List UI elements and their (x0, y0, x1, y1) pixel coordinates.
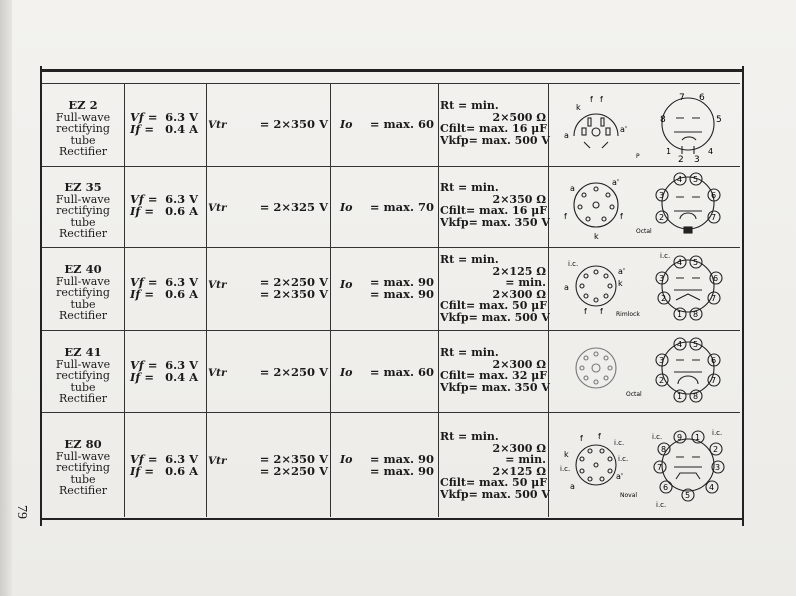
pin-number: 8 (661, 445, 667, 454)
tube-name-cell (42, 413, 125, 517)
pin-label: a (564, 131, 569, 140)
vtr-value: = 2×350 V (259, 117, 328, 131)
tube-type: EZ 40 (64, 262, 102, 276)
tube-type: EZ 35 (64, 180, 102, 194)
tube-name-cell (42, 84, 125, 166)
vtr-cell (206, 248, 331, 330)
if-value: 0.4 A (165, 370, 198, 384)
pin-label: a' (618, 267, 626, 276)
tube-symbol (662, 177, 717, 229)
pin-number: 8 (660, 115, 666, 125)
rt-line: Cfilt= max. 32 μF (440, 369, 548, 383)
pin-label: i.c. (652, 433, 663, 441)
if-label: If = (130, 204, 154, 218)
rt-line: Rt = min. (440, 253, 499, 266)
io-cell (330, 84, 439, 166)
heater-cell (124, 84, 207, 166)
pin-label: i.c. (660, 252, 671, 260)
pin-number: 1 (677, 392, 683, 401)
vtr-cell (206, 84, 331, 166)
pin-label: i.c. (618, 455, 629, 463)
pin-number: 3 (659, 356, 665, 365)
base-outline (576, 445, 616, 485)
pin-number: 6 (663, 483, 669, 492)
base-label: Noval (620, 492, 638, 499)
rt-cell (438, 248, 549, 330)
pin-label: i.c. (712, 429, 723, 437)
tube-desc-2: rectifying tube (56, 204, 110, 229)
pin-number: 7 (711, 376, 717, 385)
pin-number: 3 (694, 155, 700, 162)
vf-value: 6.3 V (165, 452, 198, 466)
pin-number: 2 (713, 445, 719, 454)
pin-number: 2 (659, 213, 665, 222)
rt-line: Rt = min. (440, 181, 499, 194)
tube-desc-3: Rectifier (59, 227, 107, 240)
tube-desc-2: rectifying tube (56, 369, 110, 394)
heater-cell (124, 413, 207, 517)
rt-line: 2×125 Ω (492, 464, 546, 478)
tube-symbol (662, 260, 717, 312)
vf-label: Vf = (130, 110, 158, 124)
pin-number: 6 (711, 356, 717, 365)
pin-label: k (618, 279, 623, 288)
pin-number: 4 (677, 175, 683, 184)
base-diagram-ez35 (556, 169, 736, 243)
rt-line: Rt = min. (440, 430, 499, 443)
pin-label: a (570, 184, 575, 193)
vf-value: 6.3 V (165, 110, 198, 124)
pin-number: 7 (711, 213, 717, 222)
tube-desc-1: Full-wave (55, 192, 111, 206)
io-cell (330, 331, 439, 412)
page-number: 79 (14, 505, 29, 519)
pin-label: a' (620, 125, 628, 134)
base-diagram-cell (548, 84, 740, 166)
if-label: If = (130, 122, 154, 136)
tube-type: EZ 2 (68, 98, 98, 112)
rt-cell (438, 166, 549, 247)
pin-number: 2 (659, 376, 665, 385)
base-diagram-ez41 (556, 334, 736, 408)
table-row-ez35 (42, 166, 740, 248)
rt-line: 2×300 Ω (492, 287, 546, 301)
pin-number: 6 (699, 93, 705, 103)
rt-line: 2×125 Ω (492, 264, 546, 278)
base-diagram-cell (548, 166, 740, 247)
table-top-rule (40, 69, 742, 72)
pin-label: f (590, 95, 593, 104)
tube-symbol (662, 98, 714, 150)
io-value: = max. 60 (369, 117, 434, 131)
rt-cell (438, 84, 549, 166)
rt-line: Vkfp= max. 500 V (440, 487, 550, 501)
pin-label: k (576, 103, 581, 112)
base-outline (576, 266, 616, 306)
vtr-label: Vtr (208, 455, 227, 467)
pin-number: 6 (713, 274, 719, 283)
base-diagram-cell (548, 331, 740, 412)
rt-line: = min. (505, 276, 546, 290)
base-diagram-ez80 (556, 427, 736, 511)
vf-label: Vf = (130, 192, 158, 206)
pin-number: 5 (693, 175, 699, 184)
base-label: Octal (626, 391, 642, 398)
pin-number: 4 (677, 258, 683, 267)
pin-label: f (564, 212, 567, 221)
io-value: = max. 90 (369, 452, 434, 466)
io-value: = max. 90 (369, 464, 434, 478)
pin-label: f (600, 95, 603, 104)
tube-name-cell (42, 166, 125, 247)
io-value: = max. 70 (369, 200, 434, 214)
tube-desc-3: Rectifier (59, 484, 107, 497)
base-label: Octal (636, 228, 652, 235)
vtr-value: = 2×250 V (259, 464, 328, 478)
rt-line: 2×300 Ω (492, 357, 546, 371)
tube-desc-1: Full-wave (55, 110, 111, 124)
tube-type: EZ 41 (64, 345, 102, 359)
pin-number: 5 (716, 115, 722, 125)
if-value: 0.4 A (165, 122, 198, 136)
vtr-cell (206, 413, 331, 517)
rt-line: Rt = min. (440, 99, 499, 112)
pin-label: f (584, 307, 587, 316)
if-value: 0.6 A (165, 287, 198, 301)
pin-number: 3 (659, 191, 665, 200)
vtr-cell (206, 166, 331, 247)
pin-label: a (564, 283, 569, 292)
vf-label: Vf = (130, 275, 158, 289)
base-outline (574, 114, 618, 136)
table-row-ez80 (42, 413, 740, 517)
rt-line: Cfilt= max. 50 μF (440, 299, 548, 313)
io-label: Io (340, 118, 353, 131)
tube-desc-3: Rectifier (59, 309, 107, 322)
page-fold (0, 0, 12, 596)
pin-number: 1 (666, 147, 672, 156)
io-label: Io (340, 278, 353, 291)
if-label: If = (130, 370, 154, 384)
io-value: = max. 60 (369, 365, 434, 379)
pin-number: 6 (711, 191, 717, 200)
rt-line: Cfilt= max. 16 μF (440, 204, 548, 218)
vf-label: Vf = (130, 358, 158, 372)
vf-value: 6.3 V (165, 275, 198, 289)
rt-line: Vkfp= max. 350 V (440, 215, 550, 229)
pin-number: 4 (708, 147, 714, 156)
tube-desc-2: rectifying tube (56, 122, 110, 147)
pin-number: 8 (693, 310, 699, 319)
vf-value: 6.3 V (165, 358, 198, 372)
vf-label: Vf = (130, 452, 158, 466)
rt-line: Cfilt= max. 16 μF (440, 122, 548, 136)
tube-type: EZ 80 (64, 437, 102, 451)
table-row-ez40 (42, 248, 740, 331)
pin-label: i.c. (614, 439, 625, 447)
if-value: 0.6 A (165, 204, 198, 218)
pin-number: 2 (678, 155, 684, 162)
vtr-value: = 2×250 V (259, 365, 328, 379)
rt-line: Vkfp= max. 350 V (440, 380, 550, 394)
vtr-value: = 2×350 V (259, 452, 328, 466)
pin-number: 4 (677, 340, 683, 349)
pin-label: f (600, 307, 603, 316)
pin-label: k (594, 232, 599, 241)
pin-number: 7 (711, 294, 717, 303)
rt-line: 2×350 Ω (492, 192, 546, 206)
pin-label: f (580, 434, 583, 443)
pin-label: i.c. (656, 501, 667, 509)
base-diagram-ez40 (556, 252, 736, 326)
tube-desc-2: rectifying tube (56, 461, 110, 486)
rt-line: 2×500 Ω (492, 110, 546, 124)
base-diagram-ez2 (556, 88, 736, 162)
table-row-ez41 (42, 331, 740, 413)
heater-cell (124, 166, 207, 247)
pin-number: 1 (677, 310, 683, 319)
tube-symbol (662, 342, 717, 394)
pin-number: 8 (693, 392, 699, 401)
rt-line: 2×300 Ω (492, 441, 546, 455)
vtr-value: = 2×250 V (259, 275, 328, 289)
io-cell (330, 413, 439, 517)
rt-line: Cfilt= max. 50 μF (440, 476, 548, 490)
pin-label: f (598, 432, 601, 441)
pin-number: 7 (657, 463, 663, 472)
io-cell (330, 166, 439, 247)
vtr-value: = 2×325 V (259, 200, 328, 214)
pin-number: 4 (709, 483, 715, 492)
io-label: Io (340, 453, 353, 466)
table-row-ez2 (42, 83, 740, 167)
tube-name-cell (42, 248, 125, 330)
heater-cell (124, 248, 207, 330)
pin-number: 1 (695, 433, 701, 442)
pin-number: 2 (661, 294, 667, 303)
base-diagram-cell (548, 248, 740, 330)
io-label: Io (340, 201, 353, 214)
pin-label: a' (612, 178, 620, 187)
pin-number: 9 (677, 433, 683, 442)
tube-desc-3: Rectifier (59, 145, 107, 158)
pin-number: 7 (679, 93, 685, 103)
pin-number: 5 (685, 491, 691, 500)
io-value: = max. 90 (369, 275, 434, 289)
tube-name-cell (42, 331, 125, 412)
tube-desc-2: rectifying tube (56, 286, 110, 311)
pin-number: 5 (693, 340, 699, 349)
base-label: P (636, 153, 640, 160)
base-outline (576, 348, 616, 388)
tube-desc-1: Full-wave (55, 274, 111, 288)
pin-label: a' (616, 472, 624, 481)
pin-label: i.c. (560, 465, 571, 473)
vtr-label: Vtr (208, 279, 227, 291)
tube-desc-3: Rectifier (59, 392, 107, 405)
pin-number: 3 (659, 274, 665, 283)
pin-label: k (564, 450, 569, 459)
if-value: 0.6 A (165, 464, 198, 478)
pin-label: f (620, 212, 623, 221)
vtr-value: = 2×350 V (259, 287, 328, 301)
io-value: = max. 90 (369, 287, 434, 301)
rt-cell (438, 413, 549, 517)
pin-label: a (570, 482, 575, 491)
io-label: Io (340, 366, 353, 379)
rt-line: Vkfp= max. 500 V (440, 133, 550, 147)
heater-cell (124, 331, 207, 412)
pin-label: i.c. (568, 260, 579, 268)
rt-cell (438, 331, 549, 412)
vtr-label: Vtr (208, 367, 227, 379)
if-label: If = (130, 287, 154, 301)
vtr-label: Vtr (208, 202, 227, 214)
vtr-cell (206, 331, 331, 412)
if-label: If = (130, 464, 154, 478)
rt-line: Rt = min. (440, 346, 499, 359)
pin-number: 3 (715, 463, 721, 472)
rt-line: = min. (505, 453, 546, 467)
base-label: Rimlock (616, 311, 640, 318)
table-bottom-rule (40, 518, 742, 520)
rt-line: Vkfp= max. 500 V (440, 310, 550, 324)
vf-value: 6.3 V (165, 192, 198, 206)
pin-number: 5 (693, 258, 699, 267)
io-cell (330, 248, 439, 330)
vtr-label: Vtr (208, 119, 227, 131)
tube-desc-1: Full-wave (55, 449, 111, 463)
tube-desc-1: Full-wave (55, 357, 111, 371)
base-diagram-cell (548, 413, 740, 517)
